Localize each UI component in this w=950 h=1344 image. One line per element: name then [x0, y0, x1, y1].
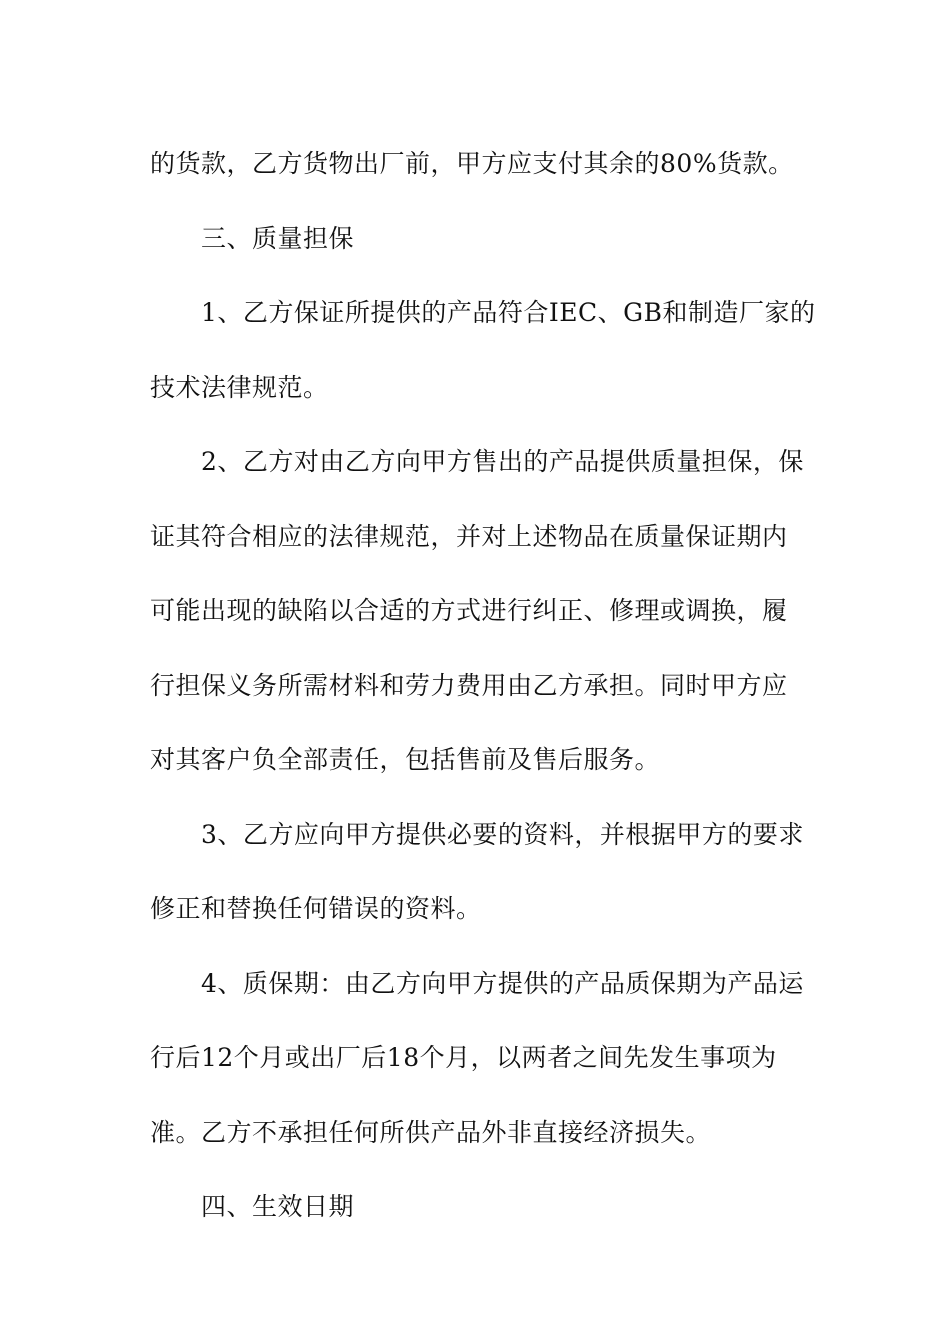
text-line: 行担保义务所需材料和劳力费用由乙方承担。同时甲方应	[150, 670, 788, 700]
section-heading-quality-guarantee: 三、质量担保	[201, 223, 355, 253]
text-line: 对其客户负全部责任，包括售前及售后服务。	[150, 745, 661, 774]
text-line: 的货款，乙方货物出厂前，甲方应支付其余的80%货款。	[150, 149, 794, 178]
text-line: 修正和替换任何错误的资料。	[150, 894, 482, 923]
text-line: 2、乙方对由乙方向甲方售出的产品提供质量担保，保	[201, 447, 804, 476]
text-line: 3、乙方应向甲方提供必要的资料，并根据甲方的要求	[201, 819, 804, 849]
text-line: 准。乙方不承担任何所供产品外非直接经济损失。	[150, 1117, 712, 1147]
text-line: 1、乙方保证所提供的产品符合IEC、GB和制造厂家的	[201, 298, 816, 327]
text-line: 4、质保期：由乙方向甲方提供的产品质保期为产品运	[201, 968, 804, 998]
text-line: 证其符合相应的法律规范，并对上述物品在质量保证期内	[150, 521, 788, 551]
text-line: 技术法律规范。	[150, 372, 329, 402]
document-body	[150, 127, 816, 1245]
section-heading-effective-date: 四、生效日期	[201, 1192, 355, 1221]
text-line: 行后12个月或出厂后18个月，以两者之间先发生事项为	[150, 1043, 777, 1072]
text-line: 可能出现的缺陷以合适的方式进行纠正、修理或调换，履	[150, 596, 788, 625]
